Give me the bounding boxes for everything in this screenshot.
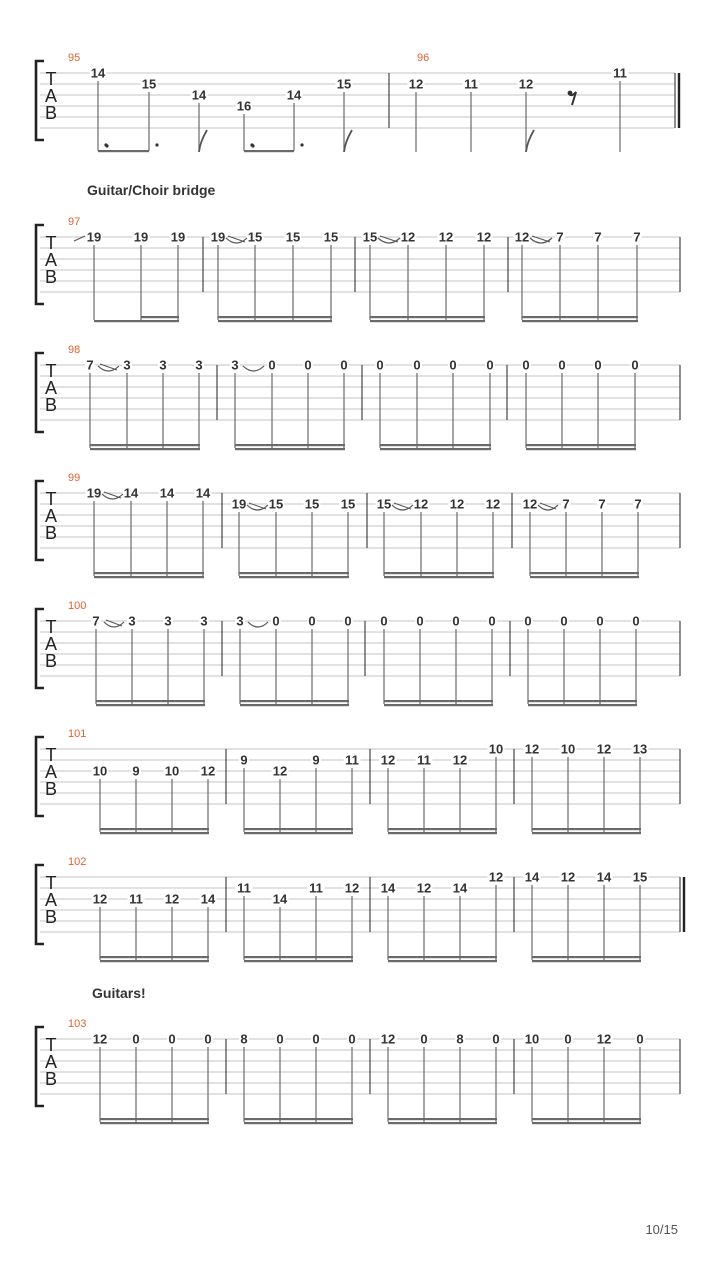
fret-number: 12 xyxy=(380,752,396,768)
tab-clef-letter: B xyxy=(44,523,58,543)
fret-number: 7 xyxy=(86,357,94,373)
tab-clef-letter: T xyxy=(45,745,57,765)
fret-number: 11 xyxy=(417,752,431,768)
fret-number: 0 xyxy=(308,613,316,629)
fret-number: 12 xyxy=(400,229,416,245)
fret-number: 9 xyxy=(132,763,140,779)
fret-number: 11 xyxy=(129,891,143,907)
beam xyxy=(532,956,641,958)
beam xyxy=(532,1122,641,1124)
fret-number: 12 xyxy=(452,752,468,768)
tab-clef-letter: A xyxy=(44,86,58,106)
slur xyxy=(248,622,268,627)
fret-number: 0 xyxy=(204,1031,212,1047)
fret-number: 0 xyxy=(276,1031,284,1047)
fret-number: 12 xyxy=(596,741,612,757)
tab-clef-letter: B xyxy=(44,907,58,927)
beam xyxy=(218,316,332,318)
beam xyxy=(96,704,205,706)
fret-number: 12 xyxy=(514,229,530,245)
beam xyxy=(522,316,638,318)
fret-number: 12 xyxy=(164,891,180,907)
beam xyxy=(384,700,493,702)
beam xyxy=(100,956,209,958)
fret-number: 14 xyxy=(195,485,211,501)
beam xyxy=(528,700,637,702)
dot xyxy=(155,143,158,146)
tab-clef-letter: T xyxy=(45,489,57,509)
beam xyxy=(100,1118,209,1120)
beam xyxy=(532,960,641,962)
beam xyxy=(244,960,353,962)
tab-clef-letter: A xyxy=(44,762,58,782)
tab-clef-letter: T xyxy=(45,1035,57,1055)
tab-clef-letter: A xyxy=(44,250,58,270)
tab-clef-letter: A xyxy=(44,378,58,398)
fret-number: 14 xyxy=(524,869,540,885)
beam xyxy=(240,700,349,702)
fret-number: 0 xyxy=(168,1031,176,1047)
fret-number: 0 xyxy=(452,613,460,629)
fret-number: 19 xyxy=(133,229,149,245)
fret-number: 0 xyxy=(558,357,566,373)
beam xyxy=(235,448,345,450)
dot xyxy=(104,143,107,146)
fret-number: 0 xyxy=(596,613,604,629)
fret-number: 15 xyxy=(285,229,301,245)
fret-number: 14 xyxy=(90,65,106,81)
beam xyxy=(94,572,204,574)
fret-number: 12 xyxy=(488,869,504,885)
beam xyxy=(384,576,494,578)
beam xyxy=(244,956,353,958)
fret-number: 0 xyxy=(486,357,494,373)
tab-clef-letter: T xyxy=(45,69,57,89)
fret-number: 14 xyxy=(286,87,302,103)
beam xyxy=(98,150,149,152)
beam xyxy=(526,448,636,450)
fret-number: 10 xyxy=(92,763,108,779)
fret-number: 9 xyxy=(240,752,248,768)
beam xyxy=(141,316,179,318)
fret-number: 19 xyxy=(170,229,186,245)
fret-number: 19 xyxy=(86,485,102,501)
fret-number: 0 xyxy=(340,357,348,373)
fret-number: 15 xyxy=(376,496,392,512)
beam xyxy=(388,960,497,962)
beam xyxy=(90,444,200,446)
beam xyxy=(384,572,494,574)
beam xyxy=(94,576,204,578)
fret-number: 0 xyxy=(560,613,568,629)
fret-number: 12 xyxy=(485,496,501,512)
fret-number: 14 xyxy=(200,891,216,907)
fret-number: 16 xyxy=(236,98,252,114)
beam xyxy=(100,828,209,830)
fret-number: 15 xyxy=(141,76,157,92)
beam xyxy=(370,320,485,322)
fret-number: 11 xyxy=(464,76,478,92)
fret-number: 14 xyxy=(272,891,288,907)
fret-number: 3 xyxy=(128,613,136,629)
beam xyxy=(370,316,485,318)
beam xyxy=(388,956,497,958)
measure-number: 103 xyxy=(68,1018,87,1030)
fret-number: 12 xyxy=(200,763,216,779)
beam xyxy=(244,150,294,152)
fret-number: 12 xyxy=(408,76,424,92)
beam xyxy=(530,572,639,574)
beam xyxy=(218,320,332,322)
fret-number: 0 xyxy=(522,357,530,373)
fret-number: 12 xyxy=(92,1031,108,1047)
page-number: 10/15 xyxy=(645,1222,678,1237)
beam xyxy=(388,832,497,834)
fret-number: 0 xyxy=(420,1031,428,1047)
beam xyxy=(244,828,353,830)
fret-number: 3 xyxy=(123,357,131,373)
fret-number: 12 xyxy=(344,880,360,896)
fret-number: 3 xyxy=(164,613,172,629)
fret-number: 0 xyxy=(594,357,602,373)
flag xyxy=(344,130,352,152)
beam xyxy=(530,576,639,578)
tab-clef-letter: T xyxy=(45,873,57,893)
beam xyxy=(388,828,497,830)
fret-number: 7 xyxy=(556,229,564,245)
fret-number: 0 xyxy=(132,1031,140,1047)
fret-number: 0 xyxy=(413,357,421,373)
fret-number: 14 xyxy=(380,880,396,896)
beam xyxy=(528,704,637,706)
measure-number: 97 xyxy=(68,216,81,228)
tab-clef-letter: B xyxy=(44,651,58,671)
fret-number: 0 xyxy=(312,1031,320,1047)
beam xyxy=(90,448,200,450)
fret-number: 0 xyxy=(304,357,312,373)
fret-number: 14 xyxy=(452,880,468,896)
beam xyxy=(532,832,641,834)
fret-number: 12 xyxy=(272,763,288,779)
tab-clef-letter: T xyxy=(45,233,57,253)
measure-number: 100 xyxy=(68,600,87,612)
beam xyxy=(240,704,349,706)
fret-number: 12 xyxy=(449,496,465,512)
flag xyxy=(199,130,207,152)
fret-number: 15 xyxy=(340,496,356,512)
fret-number: 3 xyxy=(236,613,244,629)
beam xyxy=(388,1122,497,1124)
fret-number: 0 xyxy=(272,613,280,629)
fret-number: 3 xyxy=(231,357,239,373)
fret-number: 12 xyxy=(380,1031,396,1047)
beam xyxy=(100,1122,209,1124)
measure-number: 99 xyxy=(68,472,81,484)
fret-number: 0 xyxy=(492,1031,500,1047)
fret-number: 14 xyxy=(123,485,139,501)
beam xyxy=(380,444,491,446)
fret-number: 19 xyxy=(86,229,102,245)
fret-number: 7 xyxy=(562,496,570,512)
fret-number: 3 xyxy=(200,613,208,629)
tab-clef-letter: A xyxy=(44,890,58,910)
fret-number: 15 xyxy=(304,496,320,512)
fret-number: 12 xyxy=(518,76,534,92)
beam xyxy=(244,832,353,834)
fret-number: 7 xyxy=(598,496,606,512)
fret-number: 12 xyxy=(522,496,538,512)
measure-number: 102 xyxy=(68,856,87,868)
fret-number: 0 xyxy=(449,357,457,373)
fret-number: 7 xyxy=(633,229,641,245)
beam xyxy=(532,828,641,830)
fret-number: 0 xyxy=(632,613,640,629)
flag xyxy=(526,130,534,152)
fret-number: 12 xyxy=(413,496,429,512)
fret-number: 0 xyxy=(376,357,384,373)
beam xyxy=(96,700,205,702)
fret-number: 0 xyxy=(344,613,352,629)
tab-clef-letter: B xyxy=(44,267,58,287)
beam xyxy=(100,960,209,962)
section-label-guitar-choir-bridge: Guitar/Choir bridge xyxy=(87,182,216,198)
beam xyxy=(522,320,638,322)
fret-number: 0 xyxy=(564,1031,572,1047)
measure-number: 95 xyxy=(68,52,81,64)
fret-number: 0 xyxy=(488,613,496,629)
fret-number: 0 xyxy=(416,613,424,629)
tab-clef-letter: B xyxy=(44,103,58,123)
slur xyxy=(243,366,264,371)
fret-number: 7 xyxy=(92,613,100,629)
fret-number: 12 xyxy=(560,869,576,885)
fret-number: 0 xyxy=(268,357,276,373)
fret-number: 15 xyxy=(268,496,284,512)
fret-number: 15 xyxy=(632,869,648,885)
beam xyxy=(239,576,349,578)
tab-clef-letter: T xyxy=(45,617,57,637)
fret-number: 14 xyxy=(596,869,612,885)
fret-number: 7 xyxy=(594,229,602,245)
beam xyxy=(526,444,636,446)
fret-number: 12 xyxy=(92,891,108,907)
beam xyxy=(235,444,345,446)
fret-number: 0 xyxy=(348,1031,356,1047)
beam xyxy=(100,832,209,834)
fret-number: 14 xyxy=(191,87,207,103)
fret-number: 15 xyxy=(362,229,378,245)
fret-number: 11 xyxy=(237,880,251,896)
fret-number: 9 xyxy=(312,752,320,768)
beam xyxy=(244,1122,353,1124)
fret-number: 13 xyxy=(632,741,648,757)
measure-number: 98 xyxy=(68,344,81,356)
tab-clef-letter: A xyxy=(44,1052,58,1072)
fret-number: 15 xyxy=(336,76,352,92)
tab-clef-letter: B xyxy=(44,1069,58,1089)
beam xyxy=(244,1118,353,1120)
tab-clef-letter: B xyxy=(44,395,58,415)
measure-number: 96 xyxy=(417,52,430,64)
dot xyxy=(300,143,303,146)
fret-number: 12 xyxy=(596,1031,612,1047)
beam xyxy=(94,320,179,322)
dot xyxy=(250,143,253,146)
beam xyxy=(388,1118,497,1120)
fret-number: 15 xyxy=(247,229,263,245)
fret-number: 12 xyxy=(476,229,492,245)
fret-number: 0 xyxy=(636,1031,644,1047)
eighth-rest-dot xyxy=(568,91,573,96)
fret-number: 10 xyxy=(524,1031,540,1047)
tab-clef-letter: A xyxy=(44,634,58,654)
beam xyxy=(239,572,349,574)
fret-number: 11 xyxy=(309,880,323,896)
fret-number: 14 xyxy=(159,485,175,501)
fret-number: 3 xyxy=(195,357,203,373)
beam xyxy=(532,1118,641,1120)
fret-number: 8 xyxy=(240,1031,248,1047)
fret-number: 12 xyxy=(416,880,432,896)
measure-number: 101 xyxy=(68,728,87,740)
fret-number: 12 xyxy=(438,229,454,245)
fret-number: 11 xyxy=(345,752,359,768)
fret-number: 10 xyxy=(164,763,180,779)
beam xyxy=(380,448,491,450)
fret-number: 0 xyxy=(524,613,532,629)
fret-number: 3 xyxy=(159,357,167,373)
tab-clef-letter: T xyxy=(45,361,57,381)
fret-number: 7 xyxy=(634,496,642,512)
fret-number: 10 xyxy=(488,741,504,757)
tab-clef-letter: A xyxy=(44,506,58,526)
fret-number: 8 xyxy=(456,1031,464,1047)
fret-number: 19 xyxy=(210,229,226,245)
tab-clef-letter: B xyxy=(44,779,58,799)
fret-number: 11 xyxy=(613,65,627,81)
fret-number: 19 xyxy=(231,496,247,512)
fret-number: 12 xyxy=(524,741,540,757)
fret-number: 0 xyxy=(631,357,639,373)
section-label-guitars: Guitars! xyxy=(92,985,146,1001)
beam xyxy=(384,704,493,706)
fret-number: 0 xyxy=(380,613,388,629)
fret-number: 15 xyxy=(323,229,339,245)
fret-number: 10 xyxy=(560,741,576,757)
